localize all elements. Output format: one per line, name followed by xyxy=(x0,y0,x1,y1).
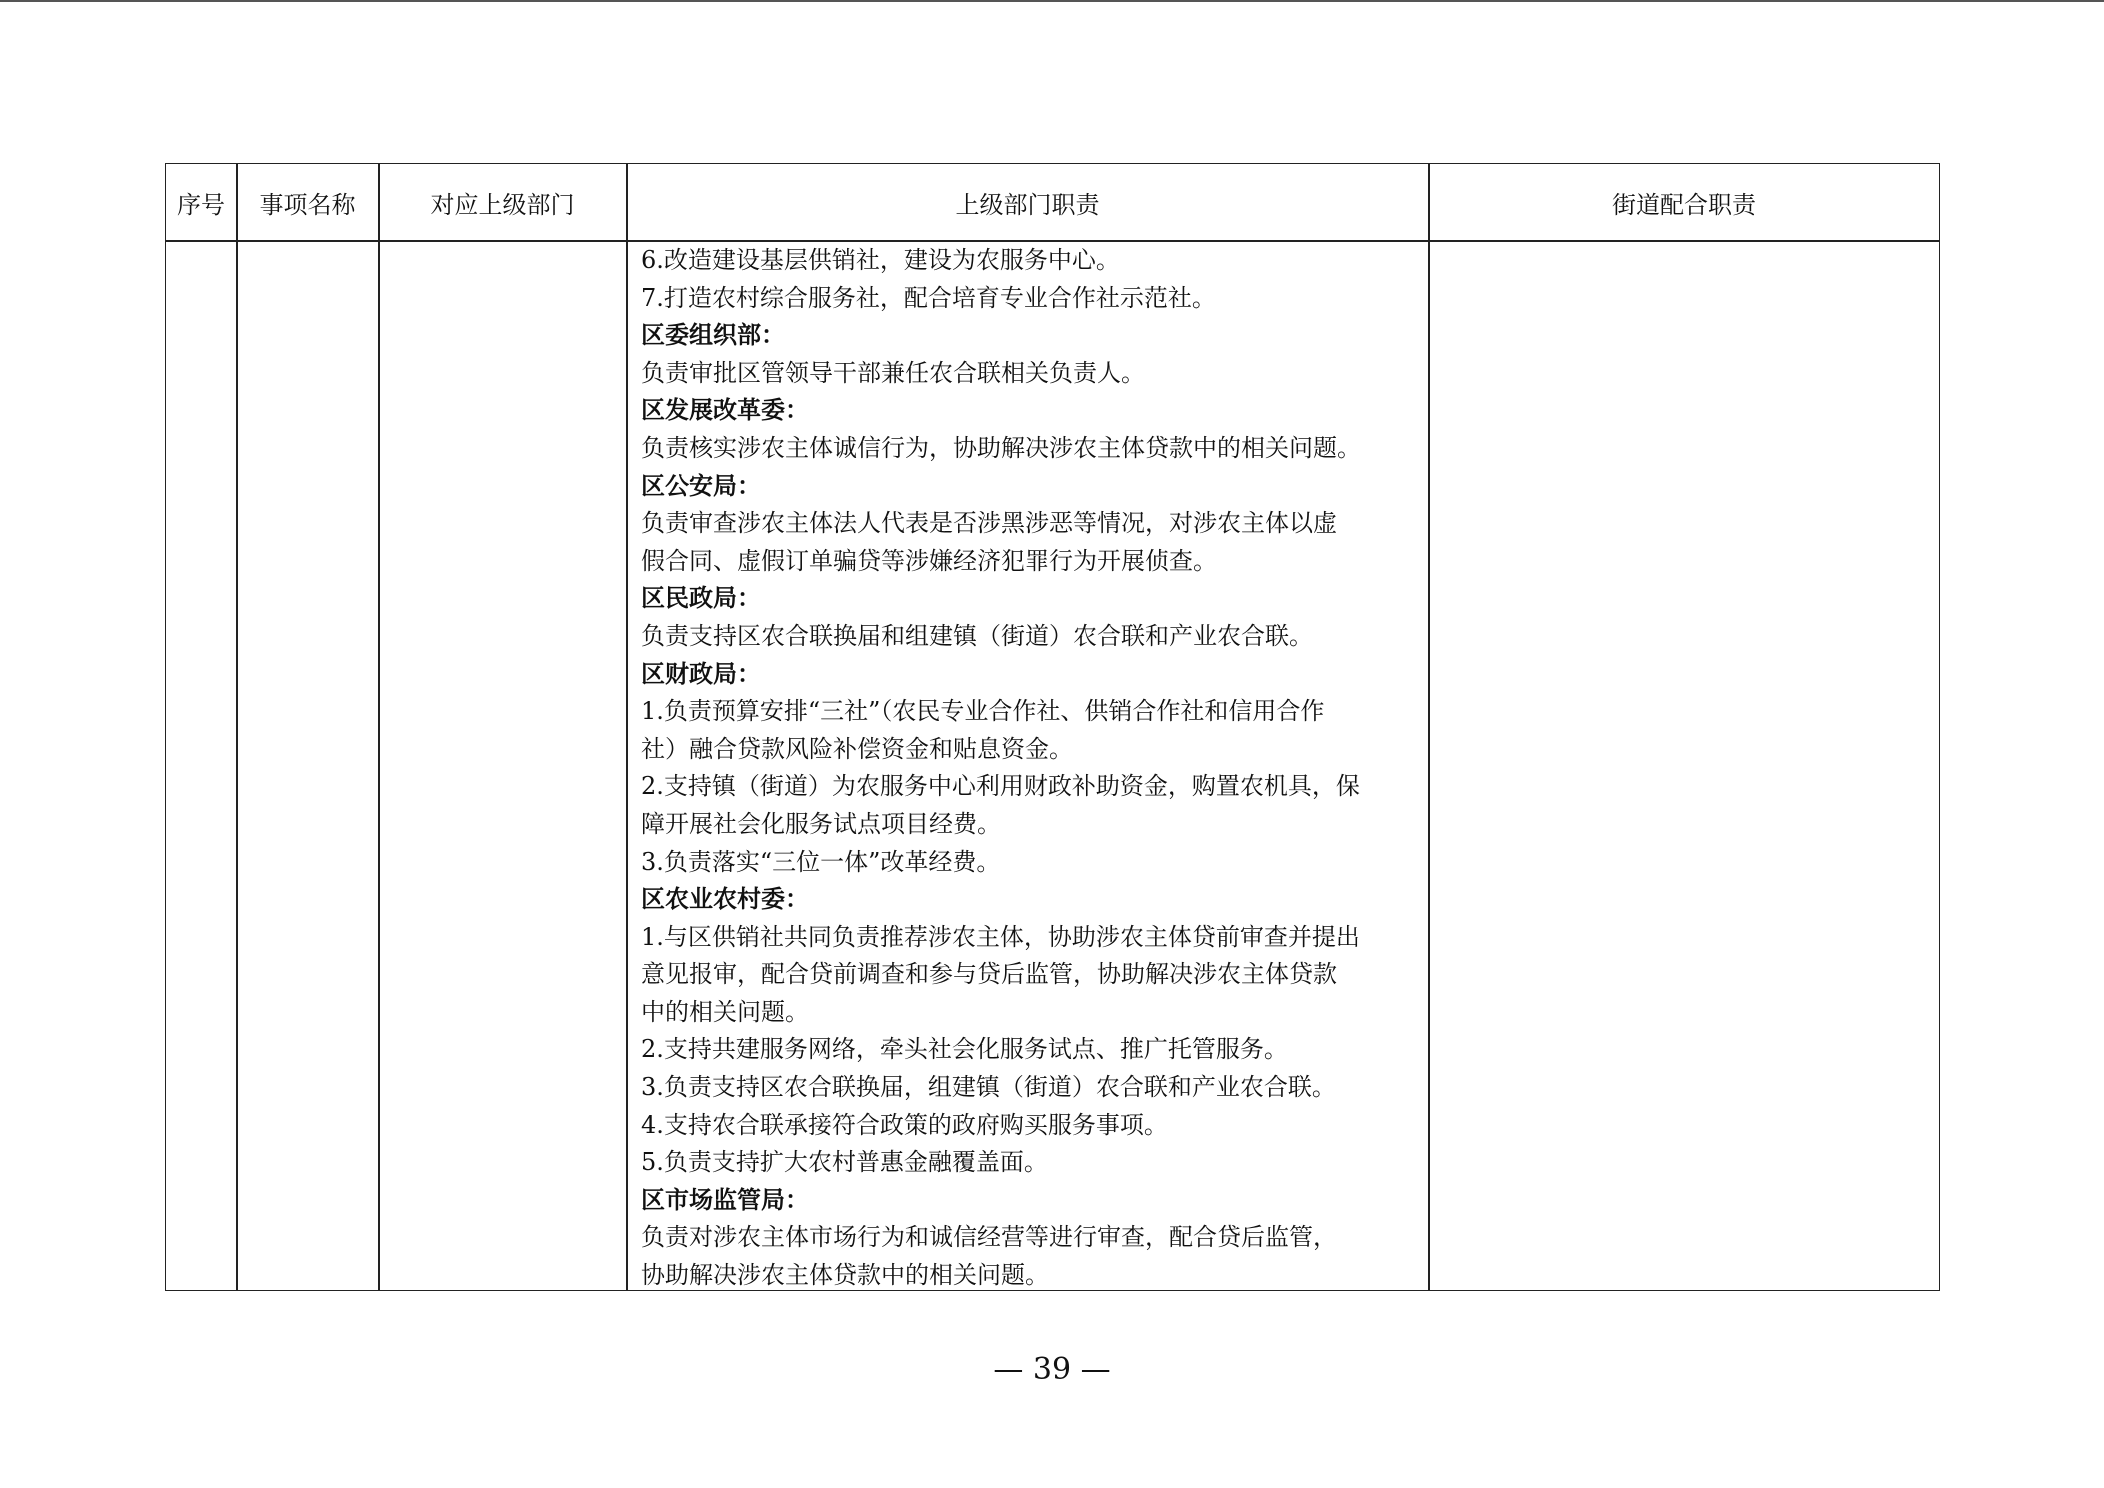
duty-text-line: 协助解决涉农主体贷款中的相关问题。 xyxy=(641,1261,1049,1290)
header-item-name-label: 事项名称 xyxy=(259,190,356,219)
department-heading: 区农业农村委： xyxy=(641,885,809,914)
header-cell-street-duties xyxy=(1429,164,1939,240)
column-divider xyxy=(236,164,238,1290)
duty-text-line: 负责对涉农主体市场行为和诚信经营等进行审查，配合贷后监管， xyxy=(641,1223,1337,1252)
department-heading: 区财政局： xyxy=(641,659,761,688)
page-number: — 39 — xyxy=(993,1352,1111,1387)
duty-text-line: 意见报审，配合贷前调查和参与贷后监管，协助解决涉农主体贷款 xyxy=(641,960,1337,989)
duty-text-line: 社）融合贷款风险补偿资金和贴息资金。 xyxy=(641,734,1073,763)
header-upper-duties-label: 上级部门职责 xyxy=(955,190,1100,219)
header-cell-item-name xyxy=(237,164,378,240)
duty-text-line: 2.支持共建服务网络，牵头社会化服务试点、推广托管服务。 xyxy=(641,1035,1288,1064)
department-heading: 区委组织部： xyxy=(641,321,785,350)
column-divider xyxy=(378,164,380,1290)
duty-text-line: 负责支持区农合联换届和组建镇（街道）农合联和产业农合联。 xyxy=(641,621,1313,650)
duty-text-line: 6.改造建设基层供销社，建设为农服务中心。 xyxy=(641,246,1120,274)
duty-text-line: 负责核实涉农主体诚信行为，协助解决涉农主体贷款中的相关问题。 xyxy=(641,433,1361,462)
duty-text-line: 7.打造农村综合服务社，配合培育专业合作社示范社。 xyxy=(641,283,1216,312)
header-upper-dept-label: 对应上级部门 xyxy=(430,190,575,219)
upper-duties-cell xyxy=(641,242,1431,1295)
duty-text-line: 3.负责支持区农合联换届，组建镇（街道）农合联和产业农合联。 xyxy=(641,1073,1336,1102)
department-heading: 区发展改革委： xyxy=(641,396,809,425)
header-seq-label: 序号 xyxy=(177,190,225,219)
duty-text-line: 假合同、虚假订单骗贷等涉嫌经济犯罪行为开展侦查。 xyxy=(641,546,1217,575)
department-heading: 区民政局： xyxy=(641,584,761,613)
duty-text-line: 中的相关问题。 xyxy=(641,997,809,1026)
duty-text-line: 5.负责支持扩大农村普惠金融覆盖面。 xyxy=(641,1148,1048,1177)
department-heading: 区公安局： xyxy=(641,471,761,500)
header-cell-upper-dept xyxy=(379,164,626,240)
column-divider xyxy=(626,164,628,1290)
department-heading: 区市场监管局： xyxy=(641,1185,809,1214)
duty-text-line: 4.支持农合联承接符合政策的政府购买服务事项。 xyxy=(641,1110,1168,1139)
page-top-border xyxy=(0,0,2104,2)
duty-text-line: 2.支持镇（街道）为农服务中心利用财政补助资金，购置农机具，保 xyxy=(641,772,1360,801)
duty-text-line: 障开展社会化服务试点项目经费。 xyxy=(641,809,1001,838)
duty-text-line: 1.负责预算安排“三社”（农民专业合作社、供销合作社和信用合作 xyxy=(641,697,1325,726)
duty-text-line: 3.负责落实“三位一体”改革经费。 xyxy=(641,847,1001,876)
duty-text-line: 负责审批区管领导干部兼任农合联相关负责人。 xyxy=(641,358,1145,387)
header-cell-seq xyxy=(166,164,236,240)
header-cell-upper-duties xyxy=(627,164,1428,240)
duty-text-line: 负责审查涉农主体法人代表是否涉黑涉恶等情况，对涉农主体以虚 xyxy=(641,509,1337,538)
responsibility-table xyxy=(165,163,1940,1291)
header-street-duties-label: 街道配合职责 xyxy=(1612,190,1756,219)
duty-text-line: 1.与区供销社共同负责推荐涉农主体，协助涉农主体贷前审查并提出 xyxy=(641,922,1360,951)
